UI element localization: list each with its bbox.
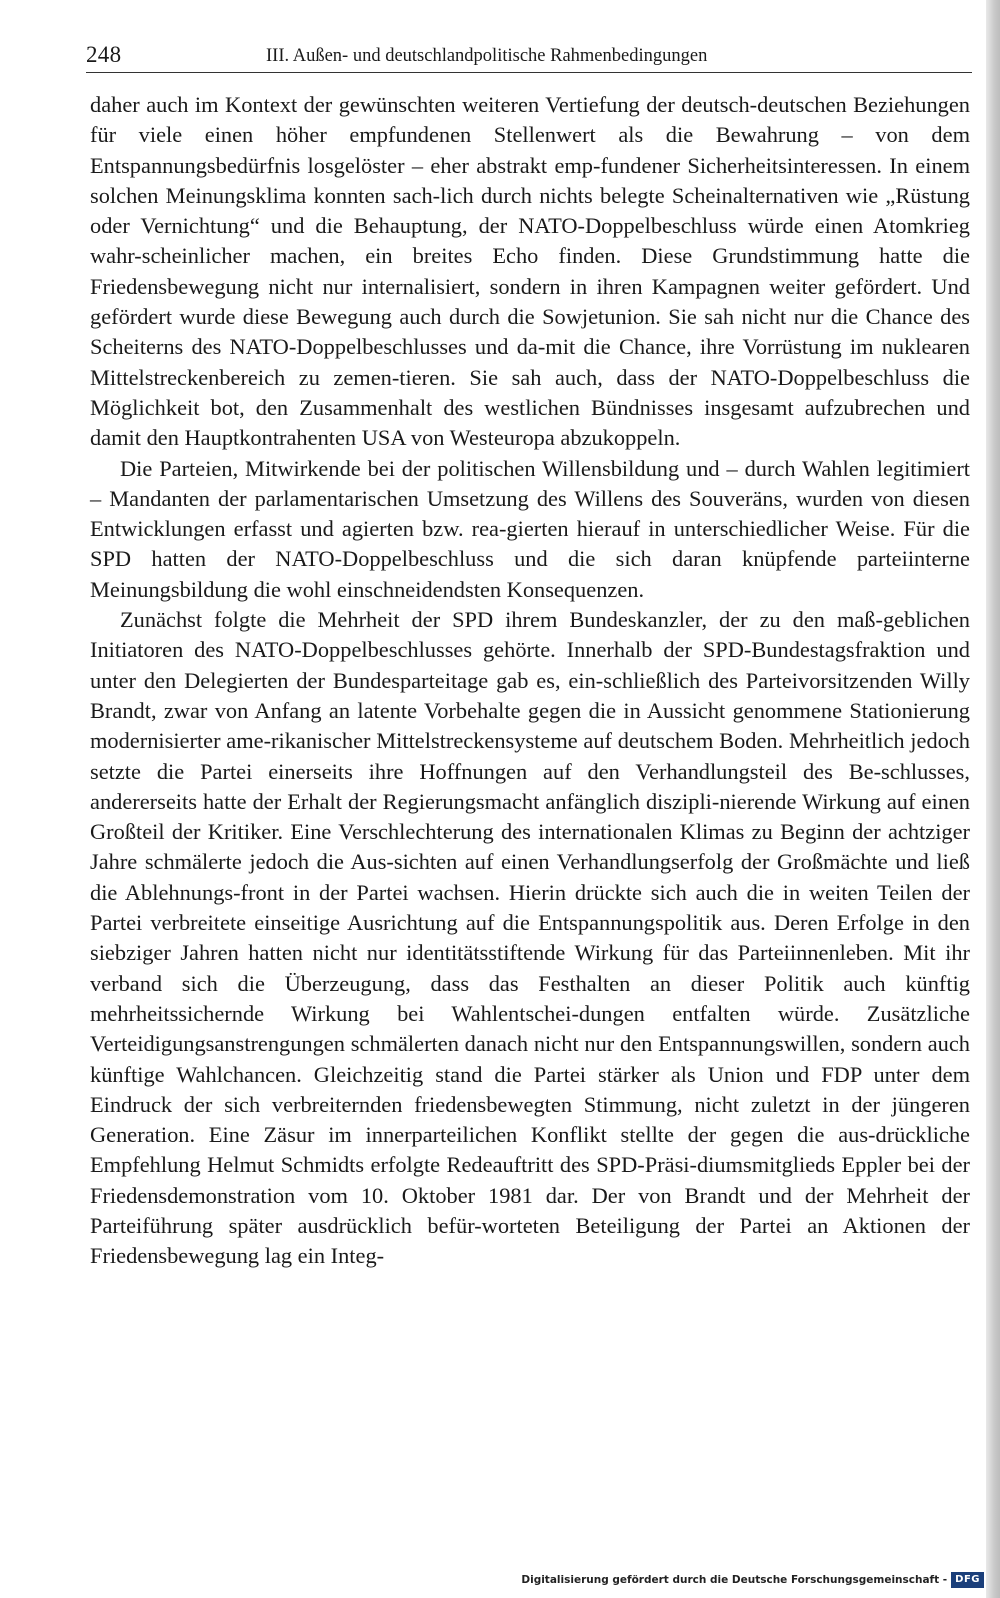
- page-edge-shadow: [986, 0, 1000, 1598]
- page-header: [86, 40, 972, 73]
- footer-text: Digitalisierung gefördert durch die Deutsche Forschungsgemeinschaft -: [521, 1574, 948, 1586]
- dfg-logo: DFG: [951, 1572, 984, 1588]
- body-text: [90, 90, 970, 1272]
- paragraph-2: Die Parteien, Mitwirkende bei der politischen Willensbildung und – durch Wahlen legitimiert – Mandanten der parlamentarischen Umsetzung des Willens des Souveräns, wurden von diesen Entwicklungen erfasst und agierten bzw. rea-gierten hierauf in unterschiedlicher Weise. Für die SPD hatten der NATO-Doppelbeschluss und die sich daran knüpfende parteiinterne Meinungsbildung die wohl einschneidendsten Konsequenzen.: [90, 455, 970, 602]
- paragraph-3: Zunächst folgte die Mehrheit der SPD ihrem Bundeskanzler, der zu den maß-geblichen Initiatoren des NATO-Doppelbeschlusses gehörte. Innerhalb der SPD-Bundestagsfraktion und unter den Delegierten der Bundesparteitage gab es, ein-schließlich des Parteivorsitzenden Willy Brandt, zwar von Anfang an latente Vorbehalte gegen die in Aussicht genommene Stationierung modernisierter ame-rikanischer Mittelstreckensysteme auf deutschem Boden. Mehrheitlich jedoch setzte die Partei einerseits ihre Hoffnungen auf den Verhandlungsteil des Be-schlusses, andererseits hatte der Erhalt der Regierungsmacht anfänglich diszipli-nierende Wirkung auf einen Großteil der Kritiker. Eine Verschlechterung des internationalen Klimas zu Beginn der achtziger Jahre schmälerte jedoch die Aus-sichten auf einen Verhandlungserfolg der Großmächte und ließ die Ablehnungs-front in der Partei wachsen. Hierin drückte sich auch die in weiten Teilen der Partei verbreitete einseitige Ausrichtung auf die Entspannungspolitik aus. Deren Erfolge in den siebziger Jahren hatten nicht nur identitätsstiftende Wirkung für das Parteiinnenleben. Mit ihr verband sich die Überzeugung, dass das Festhalten an dieser Politik auch künftig mehrheitssichernde Wirkung bei Wahlentschei-dungen entfalten würde. Zusätzliche Verteidigungsanstrengungen schmälerten danach nicht nur den Entspannungswillen, sondern auch künftige Wahlchancen. Gleichzeitig stand die Partei stärker als Union und FDP unter dem Eindruck der sich verbreiternden friedensbewegten Stimmung, nicht zuletzt in der jüngeren Generation. Eine Zäsur im innerparteilichen Konflikt stellte der gegen die aus-drückliche Empfehlung Helmut Schmidts erfolgte Redeauftritt des SPD-Präsi-diumsmitglieds Eppler bei der Friedensdemonstration vom 10. Oktober 1981 dar. Der von Brandt und der Mehrheit der Parteiführung später ausdrücklich befür-worteten Beteiligung der Partei an Aktionen der Friedensbewegung lag ein Integ-: [90, 607, 970, 1269]
- digitization-footer: [521, 1570, 984, 1590]
- page-number: 248: [86, 42, 122, 67]
- running-head: III. Außen- und deutschlandpolitische Rahmenbedingungen: [266, 46, 708, 66]
- paragraph-1: daher auch im Kontext der gewünschten weiteren Vertiefung der deutsch-deutschen Beziehungen für viele einen höher empfundenen Stellenwert als die Bewahrung – von dem Entspannungsbedürfnis losgelöster – eher abstrakt emp-fundener Sicherheitsinteressen. In einem solchen Meinungsklima konnten sach-lich durch nichts belegte Scheinalternativen wie „Rüstung oder Vernichtung“ und die Behauptung, der NATO-Doppelbeschluss würde einen Atomkrieg wahr-scheinlicher machen, ein breites Echo finden. Diese Grundstimmung hatte die Friedensbewegung nicht nur internalisiert, sondern in ihren Kampagnen weiter gefördert. Und gefördert wurde diese Bewegung auch durch die Sowjetunion. Sie sah nicht nur die Chance des Scheiterns des NATO-Doppelbeschlusses und da-mit die Chance, ihre Vorrüstung im nuklearen Mittelstreckenbereich zu zemen-tieren. Sie sah auch, dass der NATO-Doppelbeschluss die Möglichkeit bot, den Zusammenhalt des westlichen Bündnisses insgesamt aufzubrechen und damit den Hauptkontrahenten USA von Westeuropa abzukoppeln.: [90, 92, 970, 451]
